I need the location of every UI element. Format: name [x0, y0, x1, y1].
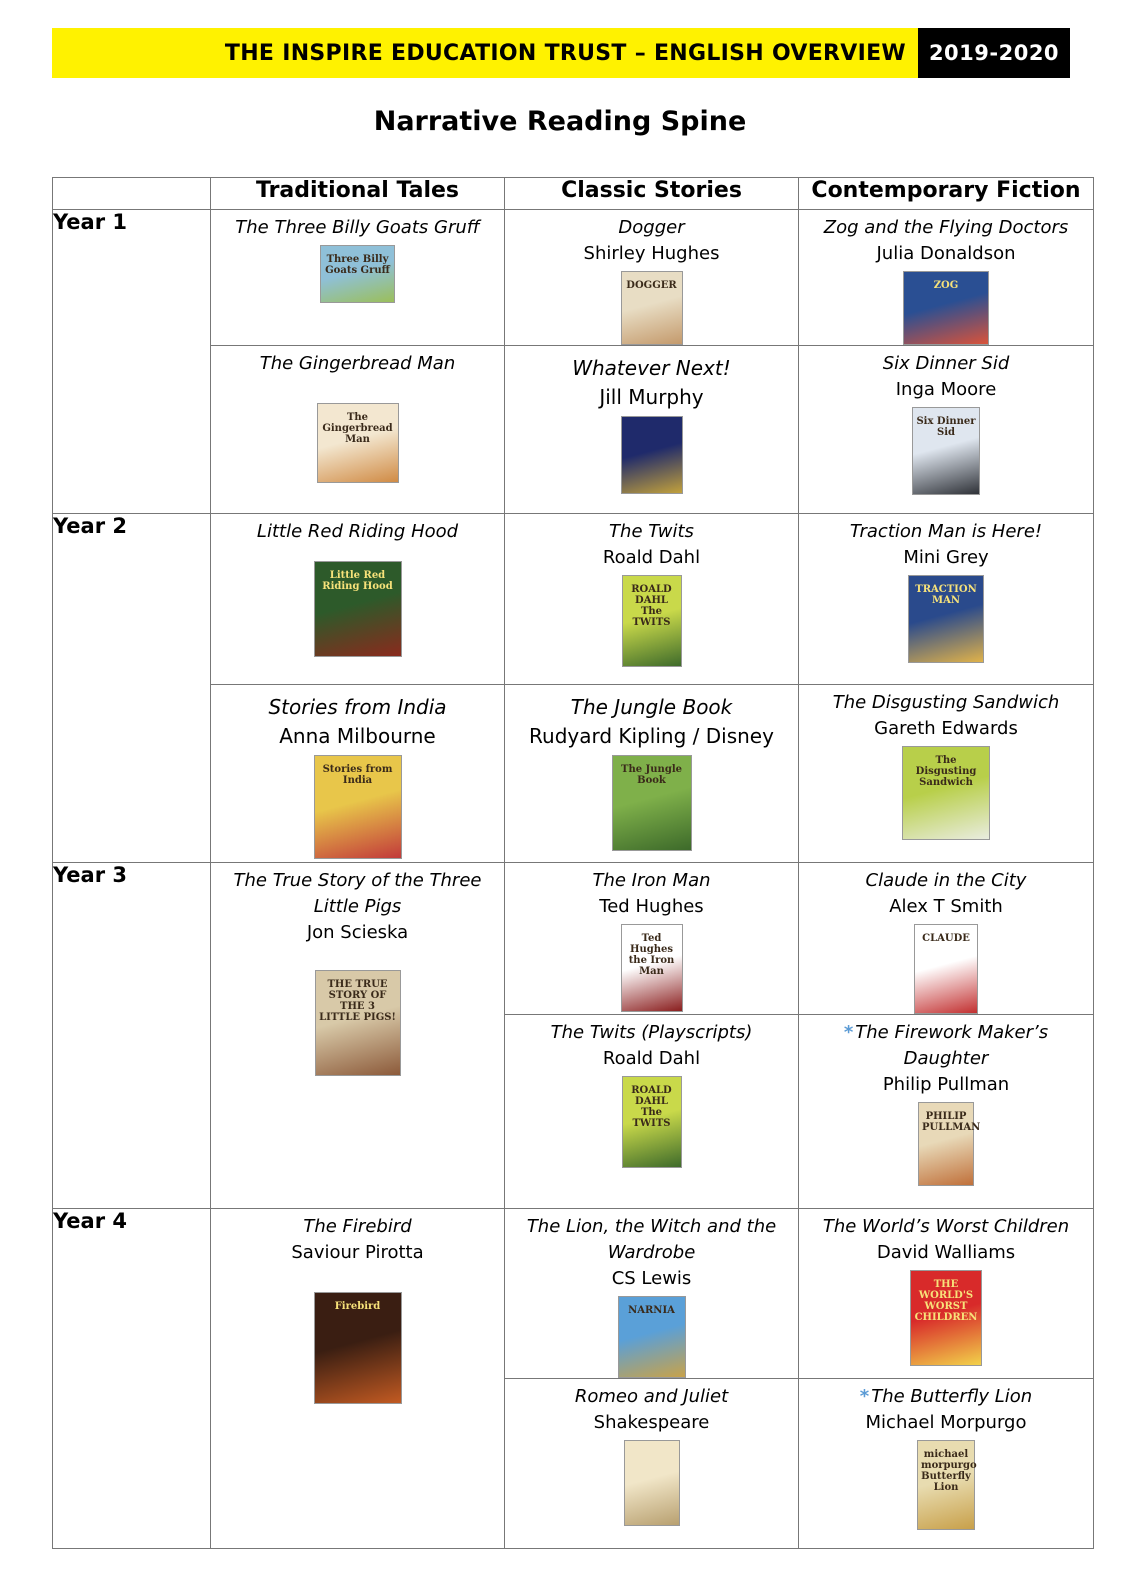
book-cover-lettering: The Jungle Book: [621, 764, 682, 786]
book-cover-image: [910, 1270, 982, 1366]
book-author: Rudyard Kipling / Disney: [529, 724, 774, 748]
book-title: [505, 519, 798, 545]
book-author: Alex T Smith: [889, 896, 1003, 917]
book-cover-lettering: ZOG: [933, 280, 959, 291]
book-title: [211, 868, 504, 920]
book-cover-image: [621, 416, 683, 494]
book-cover-lettering: Three Billy Goats Gruff: [325, 254, 390, 276]
book-title-text: The Twits: [609, 521, 694, 542]
book-title-text: The Disgusting Sandwich: [832, 692, 1060, 713]
book-cover-image: [618, 1296, 686, 1378]
book-cell: [505, 863, 799, 1015]
book-cover-image: [621, 924, 683, 1012]
book-title-text: The True Story of the Three Little Pigs: [233, 870, 482, 917]
reading-spine-table: [52, 177, 1094, 1549]
book-title-text: The World’s Worst Children: [822, 1216, 1070, 1237]
book-title-text: Stories from India: [268, 695, 447, 719]
book-cell: [799, 685, 1094, 863]
book-title-text: Traction Man is Here!: [849, 521, 1043, 542]
header-year: 2019-2020: [918, 28, 1070, 78]
book-cell: [505, 514, 799, 685]
book-cover-image: [902, 746, 990, 840]
book-title: [211, 693, 504, 722]
book-cell: [211, 514, 505, 685]
book-cell: [799, 210, 1094, 346]
book-cell: [211, 1209, 505, 1549]
book-cover-image: [317, 403, 399, 483]
book-title-text: Dogger: [618, 217, 685, 238]
book-author: Shakespeare: [593, 1412, 710, 1433]
book-title: [799, 690, 1093, 716]
header-title: THE INSPIRE EDUCATION TRUST – ENGLISH OVERVIEW: [52, 28, 918, 78]
book-author: Jon Scieska: [306, 922, 409, 943]
book-cover-image: [908, 575, 984, 663]
book-cover-image: [320, 245, 395, 303]
book-author: Philip Pullman: [882, 1074, 1010, 1095]
column-header-classic-stories: Classic Stories: [505, 178, 799, 210]
book-cover-image: [314, 755, 402, 859]
book-title: [505, 1384, 798, 1410]
year-label: Year 1: [53, 210, 211, 514]
book-cover-lettering: Little Red Riding Hood: [322, 570, 393, 592]
book-cell: [505, 210, 799, 346]
book-cell: [799, 1209, 1094, 1379]
book-title-text: The Twits (Playscripts): [550, 1022, 753, 1043]
book-cover-lettering: THE TRUE STORY OF THE 3 LITTLE PIGS!: [319, 979, 396, 1023]
book-cover-lettering: PHILIP PULLMAN: [922, 1111, 981, 1133]
book-cover-image: [624, 1440, 680, 1526]
book-cover-lettering: TRACTION MAN: [915, 584, 977, 606]
book-title: [505, 693, 798, 722]
column-header-blank: [53, 178, 211, 210]
book-cell: [505, 685, 799, 863]
book-cell: [211, 210, 505, 346]
book-cover-image: [314, 1292, 402, 1404]
book-cell: [799, 1379, 1094, 1549]
book-title: [799, 1384, 1093, 1410]
book-title-text: The Butterfly Lion: [871, 1386, 1033, 1407]
book-cover-image: [622, 1076, 682, 1168]
book-cover-lettering: Ted Hughes the Iron Man: [628, 933, 675, 977]
book-cover-image: [903, 271, 989, 345]
book-cover-image: [914, 924, 978, 1014]
book-cover-lettering: Firebird: [334, 1301, 381, 1312]
book-cell: [505, 1379, 799, 1549]
book-cell: [211, 863, 505, 1209]
book-title-text: Zog and the Flying Doctors: [823, 217, 1069, 238]
book-author: Mini Grey: [903, 547, 989, 568]
table-row: [53, 863, 1094, 1015]
book-author: Jill Murphy: [599, 385, 704, 409]
table-row: [53, 514, 1094, 685]
book-title: [211, 1214, 504, 1240]
book-cover-lettering: ROALD DAHL The TWITS: [631, 1085, 672, 1129]
book-title-text: The Firebird: [303, 1216, 412, 1237]
page-title: Narrative Reading Spine: [373, 106, 747, 137]
table-row: [53, 1209, 1094, 1379]
book-cover-lettering: Six Dinner Sid: [916, 416, 976, 438]
book-title-text: Whatever Next!: [572, 356, 731, 380]
book-author: CS Lewis: [611, 1268, 692, 1289]
book-title-text: The Firework Maker’s Daughter: [855, 1022, 1049, 1069]
book-title: [799, 1214, 1093, 1240]
book-author: Roald Dahl: [602, 1048, 701, 1069]
book-title-text: The Iron Man: [592, 870, 711, 891]
book-author: Gareth Edwards: [874, 718, 1018, 739]
year-label: Year 4: [53, 1209, 211, 1549]
book-cell: [799, 514, 1094, 685]
asterisk-icon: *: [859, 1386, 870, 1407]
book-title: [505, 1214, 798, 1266]
book-title: [211, 215, 504, 241]
book-cover-lettering: THE WORLD'S WORST CHILDREN: [914, 1279, 978, 1323]
book-cover-lettering: ROALD DAHL The TWITS: [631, 584, 672, 628]
year-label: Year 2: [53, 514, 211, 863]
book-title: [799, 351, 1093, 377]
book-author: Roald Dahl: [602, 547, 701, 568]
book-cover-image: [314, 561, 402, 657]
year-label: Year 3: [53, 863, 211, 1209]
book-title: [505, 1020, 798, 1046]
book-cover-lettering: NARNIA: [628, 1305, 675, 1316]
document-header: [52, 28, 1070, 78]
book-cover-image: [621, 271, 683, 345]
book-title-text: The Lion, the Witch and the Wardrobe: [526, 1216, 777, 1263]
book-cover-image: [912, 407, 980, 495]
book-cell: [505, 346, 799, 514]
book-cell: [505, 1015, 799, 1209]
book-author: Shirley Hughes: [583, 243, 720, 264]
book-cover-lettering: Stories from India: [322, 764, 393, 786]
book-cell: [505, 1209, 799, 1379]
book-cover-lettering: michael morpurgo Butterfly Lion: [921, 1449, 977, 1493]
table-row: [53, 210, 1094, 346]
book-author: David Walliams: [876, 1242, 1016, 1263]
book-title-text: Six Dinner Sid: [882, 353, 1010, 374]
column-header-contemporary-fiction: Contemporary Fiction: [799, 178, 1094, 210]
book-cover-image: [622, 575, 682, 667]
book-title: [799, 519, 1093, 545]
book-cover-image: [612, 755, 692, 851]
book-title-text: Claude in the City: [865, 870, 1027, 891]
column-header-row: [53, 178, 1094, 210]
book-cover-image: [917, 1440, 975, 1530]
book-title: [211, 519, 504, 545]
book-title-text: The Gingerbread Man: [259, 353, 456, 374]
book-cell: [799, 1015, 1094, 1209]
book-author: Michael Morpurgo: [865, 1412, 1027, 1433]
book-cover-lettering: CLAUDE: [922, 933, 970, 944]
book-author: Julia Donaldson: [876, 243, 1016, 264]
book-title: [799, 868, 1093, 894]
book-title: [505, 868, 798, 894]
book-author: Saviour Pirotta: [291, 1242, 424, 1263]
book-cell: [799, 346, 1094, 514]
book-cover-lettering: DOGGER: [626, 280, 677, 291]
book-title-text: The Jungle Book: [570, 695, 733, 719]
book-cover-image: [315, 970, 401, 1076]
book-author: Ted Hughes: [599, 896, 704, 917]
book-title: [505, 215, 798, 241]
book-cover-lettering: The Gingerbread Man: [322, 412, 393, 445]
column-header-traditional-tales: Traditional Tales: [211, 178, 505, 210]
book-cell: [211, 346, 505, 514]
book-cell: [799, 863, 1094, 1015]
book-author: Anna Milbourne: [279, 724, 436, 748]
book-cover-lettering: The Disgusting Sandwich: [915, 755, 977, 788]
asterisk-icon: *: [843, 1022, 854, 1043]
book-title: [505, 354, 798, 383]
book-title-text: Little Red Riding Hood: [256, 521, 459, 542]
book-title: [799, 215, 1093, 241]
book-cell: [211, 685, 505, 863]
book-title: [799, 1020, 1093, 1072]
book-title-text: The Three Billy Goats Gruff: [235, 217, 480, 238]
book-author: Inga Moore: [895, 379, 997, 400]
book-title-text: Romeo and Juliet: [574, 1386, 729, 1407]
book-title: [211, 351, 504, 377]
book-cover-image: [918, 1102, 981, 1186]
